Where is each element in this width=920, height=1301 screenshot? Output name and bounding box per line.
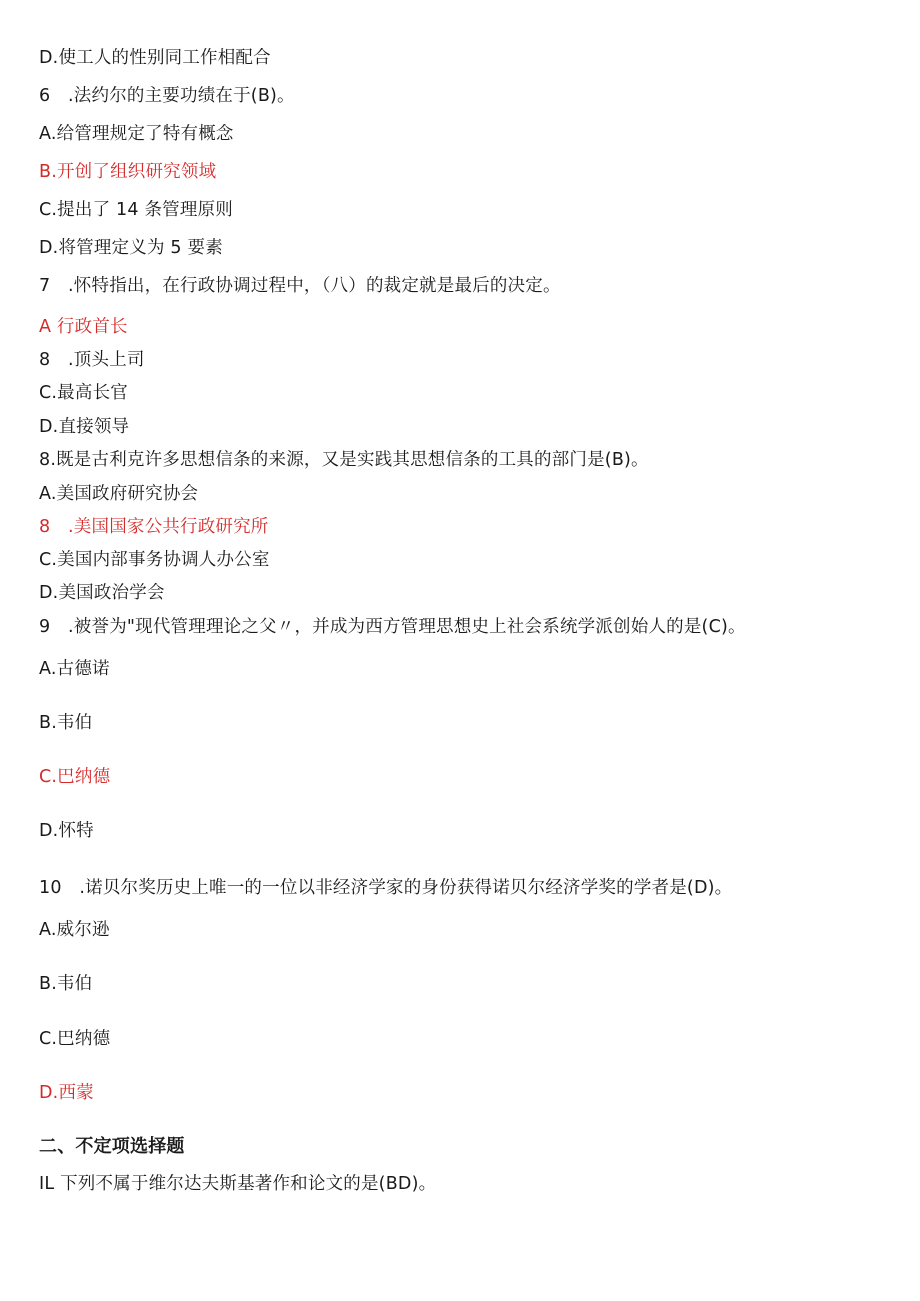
q9-option-b: B.韦伯: [39, 713, 93, 733]
q5-option-d: D.使工人的性别同工作相配合: [39, 48, 271, 68]
q8-question: 8.既是古利克许多思想信条的来源，又是实践其思想信条的工具的部门是(B)。: [39, 450, 649, 470]
q9-option-d: D.怀特: [39, 821, 94, 841]
section-heading: 二、不定项选择题: [39, 1136, 185, 1157]
q9-option-a: A.古德诺: [39, 659, 110, 679]
q6-option-d: D.将管理定义为 5 要素: [39, 238, 223, 258]
q10-option-c: C.巴纳德: [39, 1029, 111, 1049]
q7-option-a-answer: A 行政首长: [39, 317, 128, 337]
q6-option-c: C.提出了 14 条管理原则: [39, 200, 233, 220]
q7-option-c: C.最高长官: [39, 383, 128, 403]
q8-option-d: D.美国政治学会: [39, 583, 165, 603]
q9-option-c-answer: C.巴纳德: [39, 767, 111, 787]
q8-option-c: C.美国内部事务协调人办公室: [39, 550, 270, 570]
q10-option-b: B.韦伯: [39, 974, 93, 994]
q10-question: 10 .诺贝尔奖历史上唯一的一位以非经济学家的身份获得诺贝尔经济学奖的学者是(D)。: [39, 878, 733, 898]
q8-option-b-answer: 8 .美国国家公共行政研究所: [39, 517, 269, 537]
q6-option-b-answer: B.开创了组织研究领域: [39, 162, 217, 182]
q6-option-a: A.给管理规定了特有概念: [39, 124, 234, 144]
q9-question: 9 .被誉为"现代管理理论之父〃，并成为西方管理思想史上社会系统学派创始人的是(C)。: [39, 617, 746, 637]
q10-option-a: A.威尔逊: [39, 920, 110, 940]
q10-option-d-answer: D.西蒙: [39, 1083, 94, 1103]
q7-option-d: D.直接领导: [39, 417, 130, 437]
q8-option-a: A.美国政府研究协会: [39, 484, 199, 504]
q7-option-b: 8 .顶头上司: [39, 350, 145, 370]
q11-question: IL 下列不属于维尔达夫斯基著作和论文的是(BD)。: [39, 1174, 437, 1194]
q6-question: 6 .法约尔的主要功绩在于(B)。: [39, 86, 295, 106]
q7-question: 7 .怀特指出，在行政协调过程中，（八）的裁定就是最后的决定。: [39, 276, 561, 296]
